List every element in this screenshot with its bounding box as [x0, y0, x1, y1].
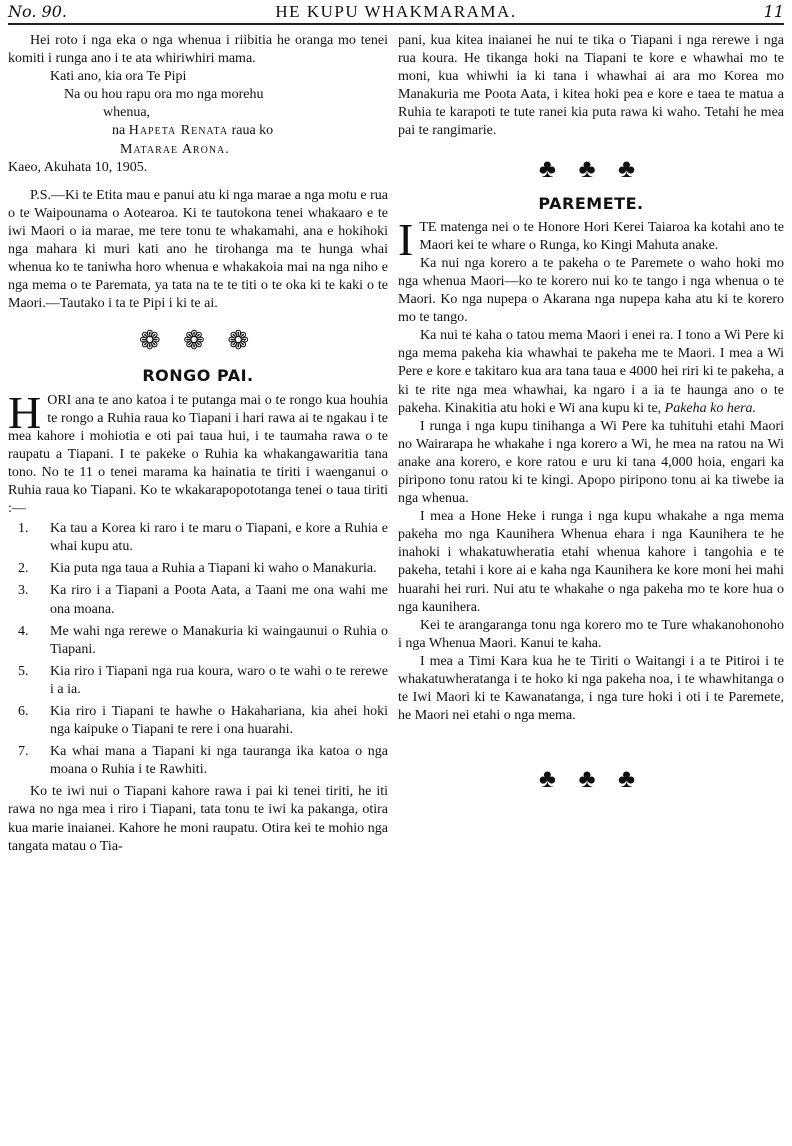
article-paragraph: Ka nui te kaha o tatou mema Maori i enei ra. I tono a Wi Pere ki nga mema pakeha kia whawhai te pakeha me te Maori. I mea a Wi Pere e kore e takitaro kua ara tana taua e 4000 hei riri ki te pakeha, a ki te rite nga mea whawhai, ka ngaro i a ia te haunga ano o te pakeha. Kinakitia atu hoki e Wi ana kupu ki te, Pakeha ko hera. [398, 328, 784, 416]
postscript: P.S.—Ki te Etita mau e panui atu ki nga marae a nga motu e rua o te Waipounama o Aotearoa. Ki te tautokona tenei whakaaro e te iwi Maori o ia marae, me tere tonu te whakamahi, ana e hokihoki nga mahara ki muri kati ano he tirohanga ma te hunga whai whenua ko te taniwha horo whenua e whakakoia mai na nga niho e nga mema o te Paremata, ya tata na te te titi o te oka ki te kaki o te Maori.—Tautako i ta te Pipi i ki te ai. [8, 187, 388, 312]
article-continuation: pani, kua kitea inaianei he nui te tika o Tiapani i nga rerewe i nga rua koura. He tikanga hoki na Tiapani te kore e whawhai mo te moni, kua whiwhi ia ki tana i whawhai ai ara mo Korea mo Manakuria me Poota Aata, i kitea hoki pea e kore e taea te matua a Ruhia te karapoti te tute ranei kia puta rawa ki waho. Tetahi he mea pai te rangimarie. [398, 33, 784, 139]
article-paragraph: HORI ana te ano katoa i te putanga mai o te rongo kua houhia te rongo a Ruhia raua ko Tiapani i hari rawa ai te ngakau i te mea kahore i mohiotia e oti pai taua hui, i te taumaha rawa o te raupatu a Tiapani. I te pakeke o Ruhia ka whakangawaritia tana tono. No te 11 o tenei marama ka hainatia te tiriti i waenganui o Ruhia raua ko Tiapani. Ko te wkakarapopototanga tenei o taua tiriti :— [8, 386, 388, 517]
list-item: 6. Kia riro i Tiapani te hawhe o Hakahariana, kia ahei hoki nga kaipuke o Tiapani te rere i ona huarahi. [18, 704, 388, 738]
list-item: 7. Ka whai mana a Tiapani ki nga tauranga ika katoa o nga moana o Ruhia i te Rawhiti. [18, 744, 388, 778]
italic-quote: Pakeha ko hera. [664, 400, 757, 416]
article-heading: RONGO PAI. [142, 366, 254, 386]
right-column [398, 32, 784, 803]
header-rule [8, 23, 784, 25]
page-number: 11 [763, 2, 784, 21]
club-ornament-icon: ♣ ♣ ♣ [538, 764, 644, 794]
club-ornament-icon: ♣ ♣ ♣ [538, 153, 644, 183]
signature-names: na Hapeta Renata raua ko [112, 123, 274, 139]
article-heading: PAREMETE. [538, 193, 644, 213]
article-paragraph: Ka nui nga korero a te pakeha o te Paremete o waho hoki mo nga whenua Maori—ko te korero nui ko te tango i nga whenua o te Maori. Ko nga nupepa o Akarana nga nupepa kaha atu ki te korero mo te tango. [398, 255, 784, 326]
signatory-name: Matarae Arona. [120, 141, 230, 157]
signatory-name: Hapeta Renata [128, 123, 229, 139]
signature-line: Na ou hou rapu ora mo nga morehu [64, 87, 264, 103]
issue-number: No. 90. [8, 2, 67, 21]
drop-cap: I [398, 213, 414, 265]
drop-cap: H [8, 386, 42, 438]
masthead-title: HE KUPU WHAKMARAMA. [275, 2, 517, 21]
signature-greeting: Kati ano, kia ora Te Pipi [50, 69, 187, 85]
flower-ornament-icon: ❁ ❁ ❁ [138, 326, 258, 356]
article-paragraph: Ko te iwi nui o Tiapani kahore rawa i pai ki tenei tiriti, he iti rawa no nga mea i riro i Tiapani, tata tonu te iwi ka pakanga, otira kua marie inaianei. Kahore he moni raupatu. Otira kei te mohio nga tangata matau o Tia- [8, 784, 388, 854]
treaty-terms-list [8, 520, 388, 779]
letter-date: Kaeo, Akuhata 10, 1905. [8, 159, 148, 175]
list-item: 3. Ka riro i a Tiapani a Poota Aata, a Taani me ona wahi me ona moana. [18, 583, 388, 617]
article-paragraph: I mea a Hone Heke i runga i nga kupu whakahe a nga mema pakeha mo nga Kaunihera Whenua ehara i nga Kaunihera te he inahoki i whakatuwheratia etahi whenua kahore i tangohia e te pakeha, tetahi i kore ai e kaha nga Kaunihera ke kore moni hei mahi huarahi hei ruri. Nui atu te whakahe o nga pakeha mo te kore hua o nga kaunihera. [398, 509, 784, 615]
letter-closing-text: Hei roto i nga eka o nga whenua i riibitia he oranga mo tenei komiti i runga ano i te ata whiriwhiri mama. [8, 33, 388, 67]
page-header [8, 0, 784, 24]
list-item: 2. Kia puta nga taua a Ruhia a Tiapani ki waho o Manakuria. [18, 561, 377, 577]
signature-line: whenua, [103, 105, 151, 121]
list-item: 4. Me wahi nga rerewe o Manakuria ki waingaunui o Ruhia o Tiapani. [18, 623, 388, 657]
article-paragraph: Kei te arangaranga tonu nga korero mo te Ture whakanohonoho i nga Whenua Maori. Kanui te kaha. [398, 617, 784, 651]
left-column [8, 32, 388, 856]
list-item: 1. Ka tau a Korea ki raro i te maru o Tiapani, e kore a Ruhia e whai kupu atu. [18, 521, 388, 555]
article-paragraph: ITE matenga nei o te Honore Hori Kerei Taiaroa ka kotahi ano te Maori kei te whare o Runga, ko Kingi Mahuta anake. [398, 213, 784, 265]
list-item: 5. Kia riro i Tiapani nga rua koura, waro o te wahi o te rerewe i a ia. [18, 663, 388, 697]
article-paragraph: I mea a Timi Kara kua he te Tiriti o Waitangi i a te Pitiroi i te whakatuwheratanga i te hoko ki nga pakeha noa, i te whawhitanga o te Iwi Maori ki te Kawanatanga, i nga ture hoki i oti i te Paremete, he Maori nei etahi o nga mema. [398, 653, 784, 724]
article-paragraph: I runga i nga kupu tinihanga a Wi Pere ka tuhituhi etahi Maori no Wairarapa he whakahe i nga korero a Wi, he mea na ratou na Wi anake ana korero, e kore ratou e uru ki tana 4,000 hoia, engari ka piripono tonu ratou ki te kingi. Apopo piripono tonu ai ka tiwebe ia nga whenua. [398, 418, 784, 507]
